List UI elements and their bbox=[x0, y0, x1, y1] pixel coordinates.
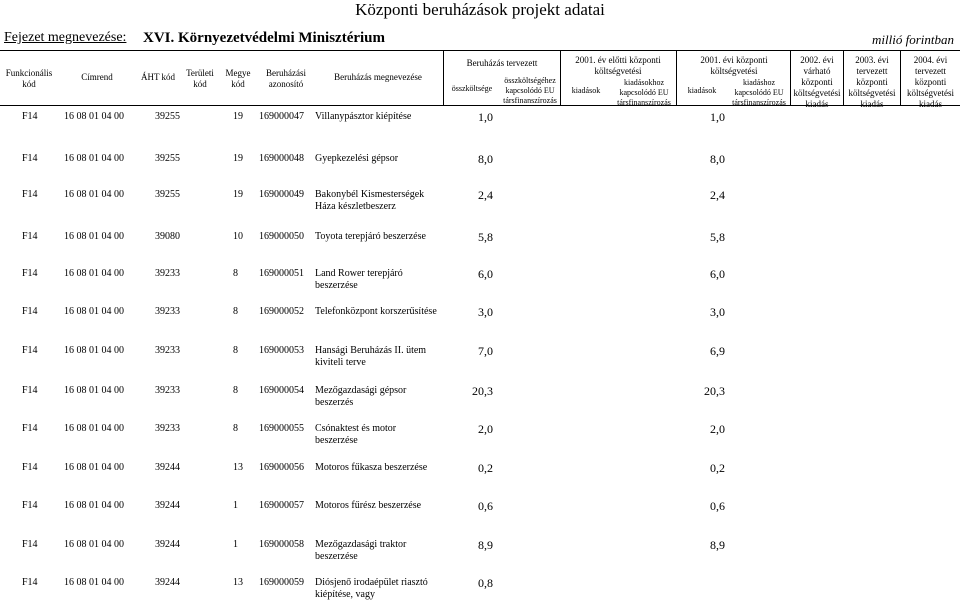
header-2001-elotti: 2001. év előtti központi költségvetési bbox=[575, 55, 661, 76]
row-aht-kod: 39244 bbox=[155, 539, 180, 550]
row-teruleti-kod: 1 bbox=[233, 500, 238, 511]
row-cimrend: 16 08 01 04 00 bbox=[64, 577, 124, 588]
header-teruleti: Területi kód bbox=[186, 68, 214, 89]
row-azonosito: 169000048 bbox=[259, 153, 304, 164]
row-funkcionalis: F14 bbox=[22, 268, 38, 279]
row-azonosito: 169000051 bbox=[259, 268, 304, 279]
header-megye: Megye kód bbox=[225, 68, 251, 89]
row-megnevezes: Csónaktest és motor beszerzése bbox=[315, 423, 397, 446]
row-megnevezes: Mezőgazdasági traktor beszerzése bbox=[315, 539, 407, 562]
header-cimrend: Címrend bbox=[81, 72, 113, 82]
header-divider bbox=[676, 50, 677, 105]
row-megnevezes: Motoros fűkasza beszerzése bbox=[315, 462, 428, 473]
header-2004: 2004. évi tervezett központi költségvetési kiadás bbox=[907, 55, 954, 109]
row-megnevezes: Gyepkezelési gépsor bbox=[315, 153, 399, 164]
header-azonosito: Beruházási azonosító bbox=[266, 68, 306, 89]
header-funkcionalis: Funkcionális kód bbox=[5, 68, 53, 89]
header-top-rule bbox=[0, 50, 960, 51]
row-aht-kod: 39233 bbox=[155, 306, 180, 317]
row-teruleti-kod: 19 bbox=[233, 189, 243, 200]
row-cimrend: 16 08 01 04 00 bbox=[64, 539, 124, 550]
row-aht-kod: 39255 bbox=[155, 153, 180, 164]
row-aht-kod: 39233 bbox=[155, 423, 180, 434]
row-teruleti-kod: 19 bbox=[233, 111, 243, 122]
row-osszkoltseg: 0,2 bbox=[478, 461, 493, 475]
unit-label: millió forintban bbox=[872, 32, 954, 47]
row-teruleti-kod: 8 bbox=[233, 306, 238, 317]
row-azonosito: 169000055 bbox=[259, 423, 304, 434]
row-megnevezes: Toyota terepjáró beszerzése bbox=[315, 231, 426, 242]
row-teruleti-kod: 1 bbox=[233, 539, 238, 550]
row-funkcionalis: F14 bbox=[22, 153, 38, 164]
row-teruleti-kod: 8 bbox=[233, 345, 238, 356]
row-cimrend: 16 08 01 04 00 bbox=[64, 423, 124, 434]
row-megnevezes: Land Rower terepjáró beszerzése bbox=[315, 268, 403, 291]
header-osszkoltseghez: összköltségéhez kapcsolódó EU társfinanszírozás bbox=[503, 76, 557, 105]
row-azonosito: 169000050 bbox=[259, 231, 304, 242]
row-cimrend: 16 08 01 04 00 bbox=[64, 111, 124, 122]
row-funkcionalis: F14 bbox=[22, 462, 38, 473]
row-cimrend: 16 08 01 04 00 bbox=[64, 268, 124, 279]
row-osszkoltseg: 8,9 bbox=[478, 538, 493, 552]
row-teruleti-kod: 8 bbox=[233, 268, 238, 279]
header-2002: 2002. évi várható központi költségvetési kiadás bbox=[793, 55, 841, 109]
header-2001-evi: 2001. évi központi költségvetési bbox=[700, 55, 768, 76]
row-aht-kod: 39255 bbox=[155, 189, 180, 200]
row-2001-kiadas: 2,4 bbox=[710, 188, 725, 202]
row-2001-kiadas: 8,9 bbox=[710, 538, 725, 552]
row-2001-kiadas: 6,0 bbox=[710, 267, 725, 281]
row-azonosito: 169000054 bbox=[259, 385, 304, 396]
row-osszkoltseg: 2,4 bbox=[478, 188, 493, 202]
row-aht-kod: 39233 bbox=[155, 268, 180, 279]
row-funkcionalis: F14 bbox=[22, 231, 38, 242]
row-osszkoltseg: 8,0 bbox=[478, 152, 493, 166]
row-teruleti-kod: 8 bbox=[233, 423, 238, 434]
row-osszkoltseg: 0,8 bbox=[478, 576, 493, 590]
page-title: Központi beruházások projekt adatai bbox=[355, 0, 605, 19]
row-aht-kod: 39080 bbox=[155, 231, 180, 242]
row-osszkoltseg: 5,8 bbox=[478, 230, 493, 244]
header-megnevezes: Beruházás megnevezése bbox=[334, 72, 422, 82]
row-megnevezes: Bakonybél Kismesterségek Háza készletbeszerz bbox=[315, 189, 425, 212]
row-cimrend: 16 08 01 04 00 bbox=[64, 385, 124, 396]
row-aht-kod: 39244 bbox=[155, 462, 180, 473]
row-cimrend: 16 08 01 04 00 bbox=[64, 231, 124, 242]
row-funkcionalis: F14 bbox=[22, 500, 38, 511]
row-megnevezes: Villanypásztor kiépítése bbox=[315, 111, 412, 122]
row-azonosito: 169000052 bbox=[259, 306, 304, 317]
row-funkcionalis: F14 bbox=[22, 385, 38, 396]
row-funkcionalis: F14 bbox=[22, 306, 38, 317]
row-funkcionalis: F14 bbox=[22, 577, 38, 588]
row-2001-kiadas: 8,0 bbox=[710, 152, 725, 166]
row-megnevezes: Telefonközpont korszerűsítése bbox=[315, 306, 437, 317]
row-osszkoltseg: 0,6 bbox=[478, 499, 493, 513]
row-azonosito: 169000047 bbox=[259, 111, 304, 122]
row-megnevezes: Motoros fűrész beszerzése bbox=[315, 500, 422, 511]
row-cimrend: 16 08 01 04 00 bbox=[64, 500, 124, 511]
row-osszkoltseg: 20,3 bbox=[472, 384, 493, 398]
row-cimrend: 16 08 01 04 00 bbox=[64, 462, 124, 473]
row-osszkoltseg: 6,0 bbox=[478, 267, 493, 281]
row-azonosito: 169000056 bbox=[259, 462, 304, 473]
header-aht: ÁHT kód bbox=[140, 72, 176, 82]
row-teruleti-kod: 8 bbox=[233, 385, 238, 396]
row-osszkoltseg: 2,0 bbox=[478, 422, 493, 436]
row-megnevezes: Diósjenő irodaépület riasztó kiépítése, vagy bbox=[315, 577, 428, 600]
row-2001-kiadas: 0,6 bbox=[710, 499, 725, 513]
row-funkcionalis: F14 bbox=[22, 423, 38, 434]
row-2001-kiadas: 20,3 bbox=[704, 384, 725, 398]
row-azonosito: 169000053 bbox=[259, 345, 304, 356]
row-cimrend: 16 08 01 04 00 bbox=[64, 345, 124, 356]
row-funkcionalis: F14 bbox=[22, 111, 38, 122]
row-osszkoltseg: 7,0 bbox=[478, 344, 493, 358]
row-2001-kiadas: 5,8 bbox=[710, 230, 725, 244]
header-2003: 2003. évi tervezett központi költségvetési kiadás bbox=[848, 55, 896, 109]
row-teruleti-kod: 19 bbox=[233, 153, 243, 164]
row-aht-kod: 39255 bbox=[155, 111, 180, 122]
row-2001-kiadas: 2,0 bbox=[710, 422, 725, 436]
row-teruleti-kod: 10 bbox=[233, 231, 243, 242]
header-kiadasok-1: kiadások bbox=[571, 86, 601, 95]
row-azonosito: 169000049 bbox=[259, 189, 304, 200]
row-2001-kiadas: 6,9 bbox=[710, 344, 725, 358]
row-2001-kiadas: 1,0 bbox=[710, 110, 725, 124]
row-cimrend: 16 08 01 04 00 bbox=[64, 153, 124, 164]
row-aht-kod: 39244 bbox=[155, 577, 180, 588]
row-azonosito: 169000057 bbox=[259, 500, 304, 511]
row-funkcionalis: F14 bbox=[22, 189, 38, 200]
row-azonosito: 169000059 bbox=[259, 577, 304, 588]
row-aht-kod: 39244 bbox=[155, 500, 180, 511]
row-2001-kiadas: 0,2 bbox=[710, 461, 725, 475]
row-teruleti-kod: 13 bbox=[233, 577, 243, 588]
chapter-name: XVI. Környezetvédelmi Minisztérium bbox=[143, 30, 386, 46]
header-kiadasokhoz-2: kiadáshoz kapcsolódó EU társfinanszírozás bbox=[732, 78, 786, 107]
row-cimrend: 16 08 01 04 00 bbox=[64, 189, 124, 200]
row-azonosito: 169000058 bbox=[259, 539, 304, 550]
row-cimrend: 16 08 01 04 00 bbox=[64, 306, 124, 317]
row-funkcionalis: F14 bbox=[22, 539, 38, 550]
row-funkcionalis: F14 bbox=[22, 345, 38, 356]
chapter-label: Fejezet megnevezése: bbox=[4, 30, 127, 45]
row-osszkoltseg: 3,0 bbox=[478, 305, 493, 319]
header-tervezett: Beruházás tervezett bbox=[466, 58, 538, 68]
header-kiadasokhoz-1: kiadásokhoz kapcsolódó EU társfinanszírozás bbox=[617, 78, 671, 107]
row-2001-kiadas: 3,0 bbox=[710, 305, 725, 319]
row-megnevezes: Hansági Beruházás II. ütem kiviteli terve bbox=[315, 345, 427, 368]
row-aht-kod: 39233 bbox=[155, 385, 180, 396]
header-osszkoltseg: összköltsége bbox=[451, 84, 493, 93]
row-aht-kod: 39233 bbox=[155, 345, 180, 356]
header-divider bbox=[560, 50, 561, 105]
header-kiadasok-2: kiadások bbox=[687, 86, 717, 95]
row-teruleti-kod: 13 bbox=[233, 462, 243, 473]
row-megnevezes: Mezőgazdasági gépsor beszerzés bbox=[315, 385, 407, 408]
row-osszkoltseg: 1,0 bbox=[478, 110, 493, 124]
